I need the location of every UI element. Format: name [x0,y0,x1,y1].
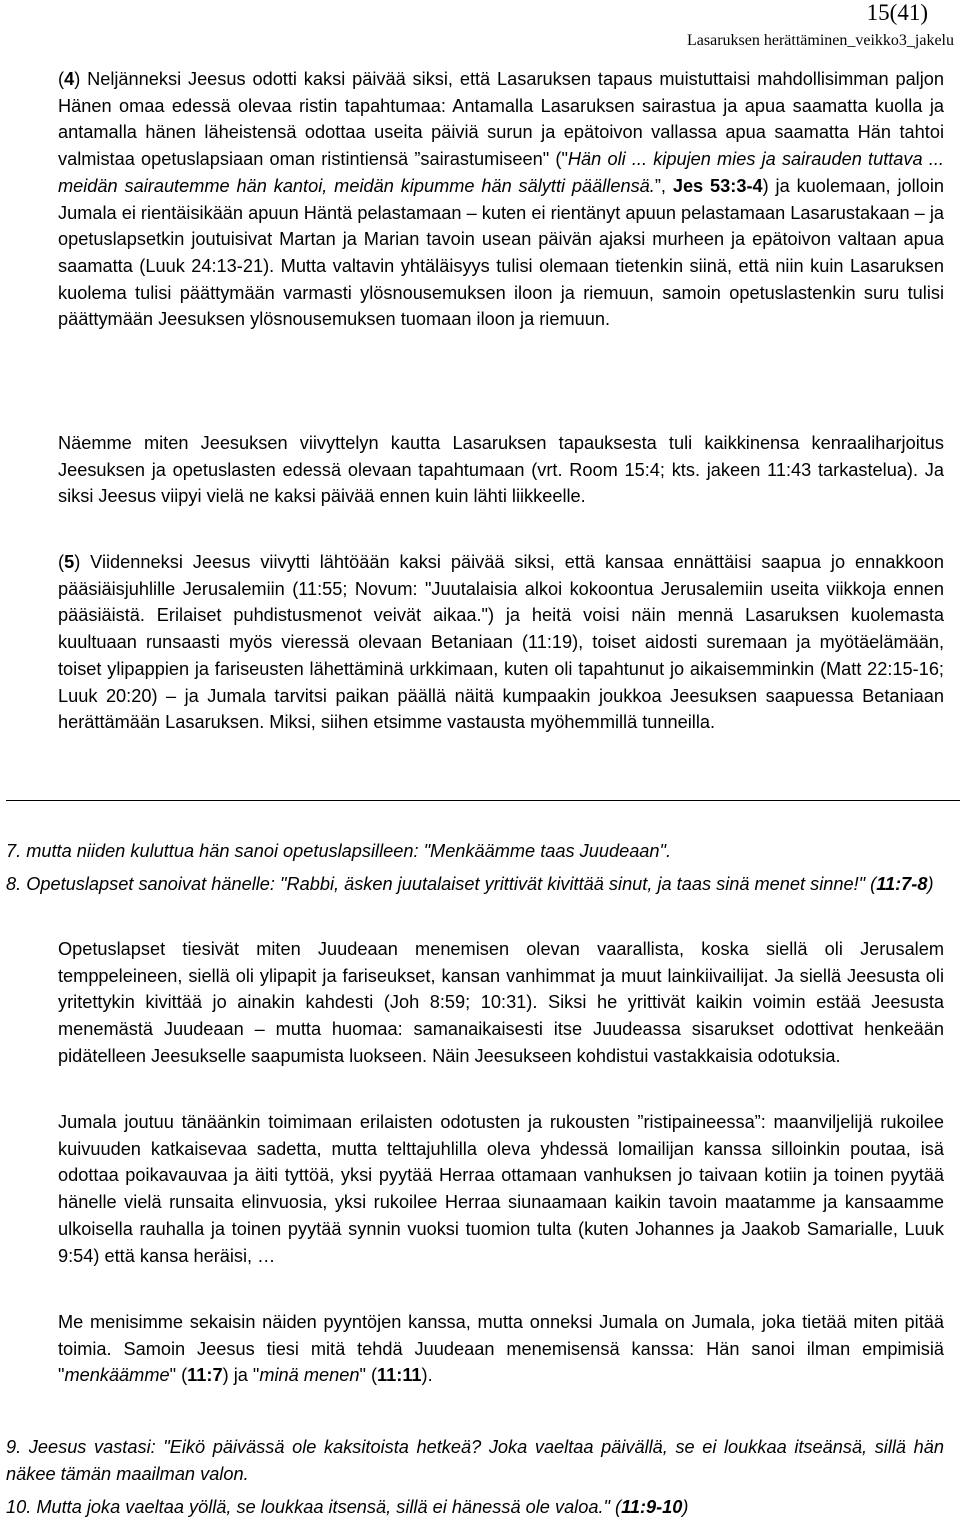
text-run: Me menisimme sekaisin näiden pyyntöjen kanssa, mutta onneksi Jumala on Jumala, joka tietää miten pitää toimia. Samoin Jeesus tiesi mitä tehdä Juudeaan menemisensä kanssa: Hän sanoi ilman empimisiä " [58,1312,944,1386]
document-name: Lasaruksen herättäminen_veikko3_jakelu [686,32,954,49]
verse-reference: 11:7-8 [876,874,928,894]
scripture-reference: Jes 53:3-4 [672,175,763,196]
quoted-word: minä menen [259,1365,360,1386]
text-run: " ( [169,1365,188,1386]
point-number: 5 [64,552,75,572]
page-header [534,0,954,52]
text-run: ) Neljänneksi Jeesus odotti kaksi päivää siksi, että Lasaruksen tapaus muistuttaisi mahdollisimman paljon Hänen omaa edessä olevaa ristin tapahtumaa: Antamalla Lasaruksen sairastua ja apua saamatta kuolla ja antamalla hänen läheistensä odottaa useita päiviä surun ja epätoivon vallassa apua saamatta Hän tahtoi valmistaa opetuslapsiaan oman ristintiensä ”sairastumiseen" (" [58,69,944,170]
verse-text: 10. Mutta joka vaeltaa yöllä, se loukkaa itsensä, sillä ei hänessä ole valoa." ( [6,1497,622,1517]
verse-9: 9. Jeesus vastasi: "Eikö päivässä ole kaksitoista hetkeä? Joka vaeltaa päivällä, se ei loukkaa itseänsä, sillä hän näkee tämän maailman valon. [6,1437,944,1484]
verse-10 [6,1494,944,1521]
text-run: ( [58,552,65,572]
text-run: ) Viidenneksi Jeesus viivytti lähtöään kaksi päivää siksi, että kansaa ennättäisi saapua jo ennakkoon pääsiäisjuhlille Jerusalemiin (11:55; Novum: "Juutalaisia alkoi kokoontua Jerusalemiin useita viikkoja ennen pääsiäistä. Erilaiset puhdistusmenot veivät aikaa.") ja heitä voisi näin mennä Lasaruksen kuolemasta kuultuaan runsaasti myös vieressä olevaan Betaniaan (11:19), toiset aidosti suremaan ja myötäelämään, toiset ylipappien ja fariseusten lähettäminä urkkimaan, kuten oli tapahtunut jo aikaisemminkin (Matt 22:15-16; Luuk 20:20) – ja Jumala tarvitsi paikan päällä näitä kumpaakin joukkoa Jeesuksen saapuessa Betaniaan herättämään Lasaruksen. Miksi, siihen etsimme vastausta myöhemmillä tunneilla. [58,552,944,733]
text-run: ) ja kuolemaan, jolloin Jumala ei rientäisikään apuun Häntä pelastamaan – kuten ei rientänyt apuun pelastamaan Lasarustakaan – ja opetuslapsetkin joutuisivat Martan ja Marian tavoin usean päivän ajaksi murheen ja epätoivon valtaan apua saamatta (Luuk 24:13-21). Mutta valtavin yhtäläisyys tulisi olemaan tietenkin siinä, että niin kuin Lasaruksen kuolema tulisi päättymään varmasti ylösnousemuksen iloon ja riemuun, samoin opetuslastenkin suru tulisi päättymään Jeesuksen ylösnousemuksen tuomaan iloon ja riemuun. [58,175,944,330]
paragraph-rehearsal: Näemme miten Jeesuksen viivyttelyn kautta Lasaruksen tapauksesta tuli kaikkinensa kenraaliharjoitus Jeesuksen ja opetuslasten edessä olevaan tapahtumaan (vrt. Room 15:4; kts. jakeen 11:43 tarkastelua). Ja siksi Jeesus viipyi vielä ne kaksi päivää ennen kuin lähti liikkeelle. [58,433,944,507]
text-run: ). [421,1365,433,1386]
text-run: ( [58,69,65,89]
verse-text: 8. Opetuslapset sanoivat hänelle: "Rabbi, äsken juutalaiset yrittivät kivittää sinut, ja taas sinä menet sinne!" ( [6,874,877,894]
text-run: ) ja " [222,1365,260,1386]
verse-reference: 11:11 [377,1365,422,1386]
verse-7: 7. mutta niiden kuluttua hän sanoi opetuslapsilleen: "Menkäämme taas Juudeaan". [6,841,672,861]
paragraph-god-knows [58,1309,944,1389]
page-number: 15(41) [866,0,928,25]
verse-8 [6,871,944,898]
text-run: ) [682,1497,689,1517]
text-run: ”, [654,175,673,196]
section-divider [6,800,960,801]
paragraph-expectations: Jumala joutuu tänäänkin toimimaan erilaisten odotusten ja rukousten ”ristipaineessa”: maanviljelijä rukoilee kuivuuden katkaisevaa sadetta, mutta telttajuhlilla oleva yhdessä lomailijan kanssa silloinkin poutaa, isä odottaa poikavauvaa ja äiti tyttöä, yksi pyytää Herraa ottamaan vanhuksen jo taivaan kotiin ja toinen pyytää hänelle vielä runsaita elinvuosia, yksi rukoilee Herraa siunaamaan kaikin tavoin maatamme ja kansaamme ulkoisella rauhalla ja toinen pyytää synnin vuoksi tuomion tulta (kuten Johannes ja Jaakob Samarialle, Luuk 9:54) että kansa heräisi, … [58,1112,944,1266]
paragraph-disciples-fear: Opetuslapset tiesivät miten Juudeaan menemisen olevan vaarallista, koska siellä oli Jerusalem temppeleineen, siellä oli ylipapit ja fariseukset, kansan vanhimmat ja muut lainkiivailijat. Ja siellä Jeesusta oli yritettykin kivittää jo ainakin kahdesti (Joh 8:59; 10:31). Siksi he yrittivät kaikin voimin estää Jeesusta menemästä Juudeaan – mutta huomaa: samanaikaisesti itse Juudeassa sisarukset odottivat henkeään pidätelleen Jeesukselle saapumista luokseen. Näin Jeesukseen kohdistui vastakkaisia odotuksia. [58,939,944,1066]
point-number: 4 [64,69,75,89]
quoted-word: menkäämme [64,1365,170,1386]
paragraph-fourth-reason [58,66,944,333]
text-run: ) [927,874,934,894]
verse-reference: 11:7 [187,1365,223,1386]
paragraph-fifth-reason [58,549,944,736]
verse-reference: 11:9-10 [621,1497,683,1517]
scripture-quote: Hän oli ... kipujen mies ja sairauden tuttava ... meidän sairautemme hän kantoi, meidän kipumme hän sälytti päällensä. [58,149,944,196]
text-run: " ( [359,1365,378,1386]
